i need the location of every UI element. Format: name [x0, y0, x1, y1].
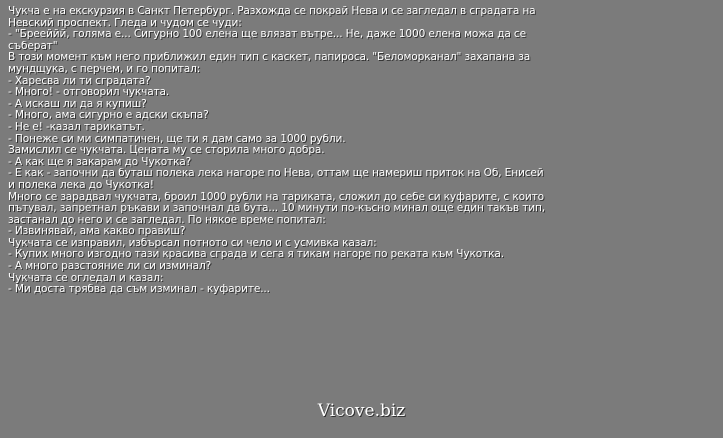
text-line: - Е как - започни да буташ полека лека нагоре по Нева, оттам ще намериш приток на Об, Енисей: [8, 168, 544, 180]
text-line: - Много, ама сигурно е адски скъпа?: [8, 110, 209, 122]
text-line: пътувал, запретнал ръкави и започнал да бута... 10 минути по-късно минал още един такъв тип,: [8, 203, 545, 215]
text-line: и полека лека до Чукотка!: [8, 179, 154, 191]
joke-text: [8, 6, 713, 296]
text-line: - Не е! -казал тарикатът.: [8, 121, 145, 133]
text-line: - А искаш ли да я купиш?: [8, 98, 147, 110]
text-line: Много се зарадвал чукчата, броил 1000 рубли на тариката, сложил до себе си куфарите, с които: [8, 191, 544, 203]
text-line: Чукча е на екскурзия в Санкт Петербург. Разхожда се покрай Нева и се загледал в сградата на: [8, 6, 536, 17]
text-line: - А как ще я закарам до Чукотка?: [8, 156, 192, 168]
text-line: В този момент към него приближил един тип с каскет, папироса. "Беломорканал" захапана за: [8, 52, 531, 64]
text-line: Невский проспект. Гледа и чудом се чуди:: [8, 17, 242, 29]
text-line: - Понеже си ми симпатичен, ще ти я дам само за 1000 рубли.: [8, 133, 346, 145]
text-line: застанал до него и се загледал. По някое време попитал:: [8, 214, 326, 226]
text-line: - Харесва ли ти сградата?: [8, 75, 151, 87]
text-line: съберат": [8, 40, 58, 52]
text-line: - "Брееййй, голяма е... Сигурно 100 елена ще влязат вътре... Не, даже 1000 елена можа да се: [8, 29, 526, 41]
text-line: Чукчата се изправил, избърсал потното си чело и с усмивка казал:: [8, 237, 377, 249]
text-line: Чукчата се огледал и казал:: [8, 272, 164, 284]
text-line: Замислил се чукчата. Цената му се сторила много добра.: [8, 145, 325, 157]
text-line: - Ми доста трябва да съм изминал - куфарите...: [8, 284, 270, 296]
text-line: - А много разстояние ли си изминал?: [8, 261, 212, 273]
text-line: мундщука, с перчем, и го попитал:: [8, 63, 201, 75]
text-line: - Купих много изгодно тази красива сграда и сега я тикам нагоре по реката към Чукотка.: [8, 249, 504, 261]
site-watermark: Vicove.biz: [317, 401, 406, 421]
text-line: - Извинявай, ама какво правиш?: [8, 226, 186, 238]
text-line: - Много! - отговорил чукчата.: [8, 87, 170, 99]
